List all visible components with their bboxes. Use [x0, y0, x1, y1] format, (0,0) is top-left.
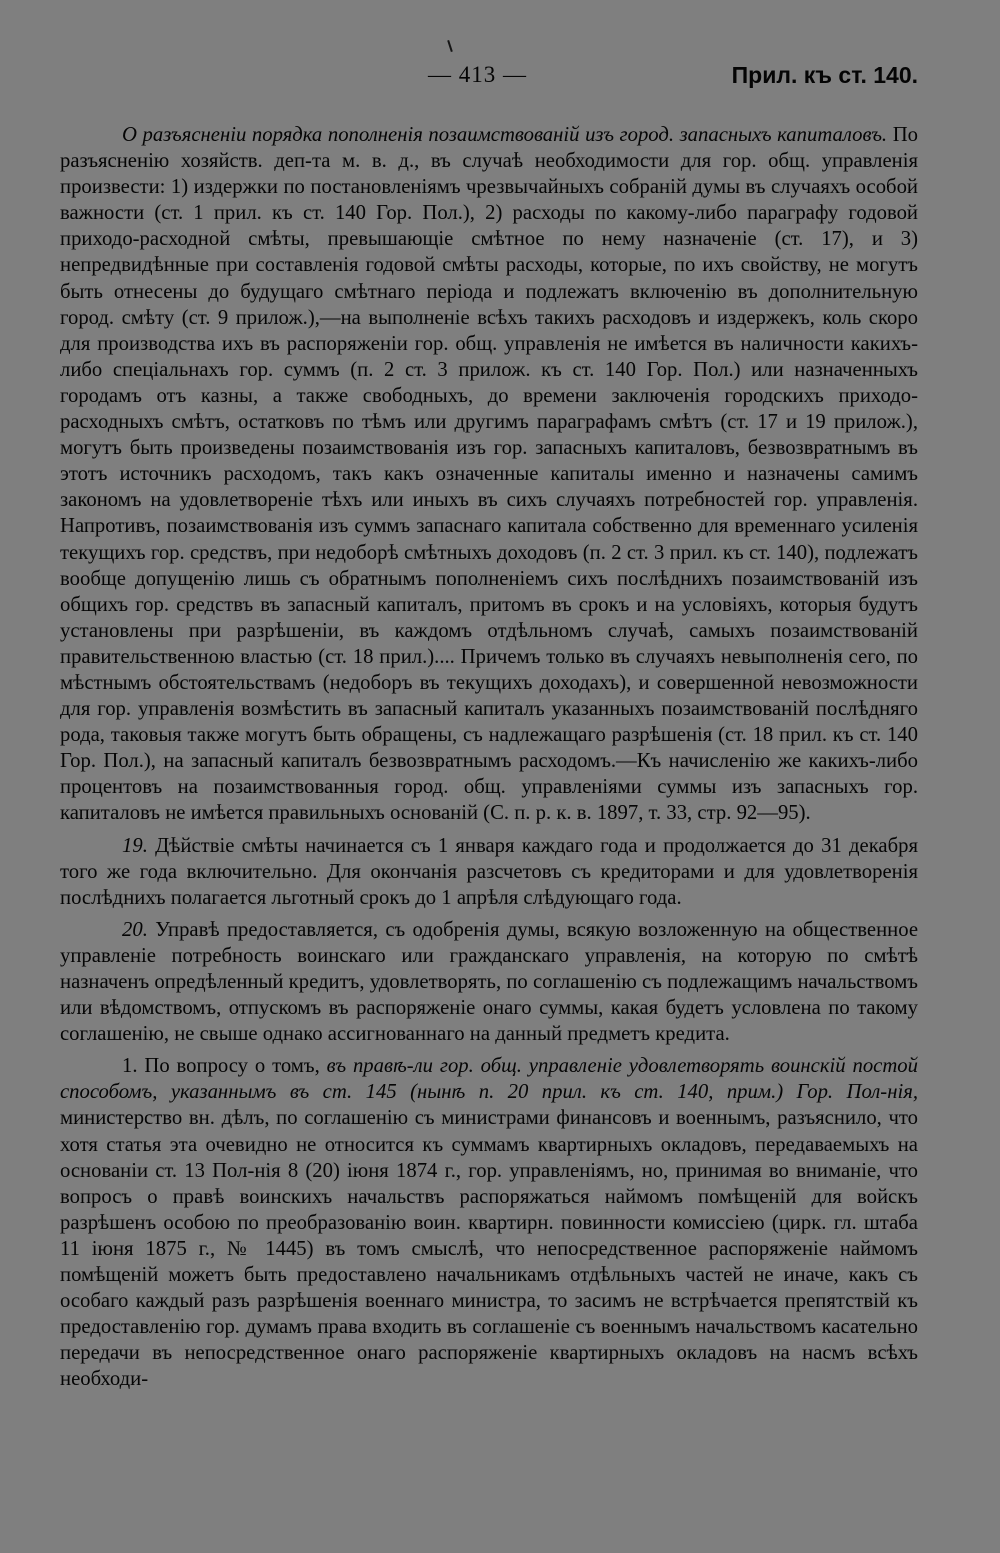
note-start: 1. По вопросу о томъ,	[122, 1055, 327, 1078]
article-text: Управѣ предоставляется, съ одобренія думы, всякую возложенную на общественное управленіе потребность воинскаго или гражданскаго управленія, на которую по смѣтѣ назначенъ опредѣленный кредитъ, удовлетворять, по соглашенію съ подлежащимъ начальствомъ или вѣдомствомъ, отпускомъ въ распоряженіе онаго суммы, какая будетъ условлена по такому соглашенію, не свыше однако ассигнованнаго на данный предметъ кредита.	[60, 918, 918, 1046]
article-19	[60, 833, 918, 911]
note-heading: О разъясненіи порядка пополненія позаимствованій изъ город. запасныхъ капиталовъ.	[122, 124, 888, 146]
article-20	[60, 917, 918, 1047]
paragraph-text: По разъясненію хозяйств. деп-та м. в. д., въ случаѣ необходимости для гор. общ. управленія произвести: 1) издержки по постановленіямъ чрезвычайныхъ собраній думы въ случаяхъ особой важности (ст. 1 прил. къ ст. 140 Гор. Пол.), 2) расходы по какому-либо параграфу годовой приходо-расходной смѣты, превышающіе смѣтное по нему назначеніе (ст. 17), и 3) непредвидѣнные при составленія годовой смѣты расходы, которые, по ихъ свойству, не могутъ быть отнесены до будущаго смѣтнаго періода и подлежатъ включенію въ дополнительную город. смѣту (ст. 9 прилож.),—на выполненіе всѣхъ такихъ расходовъ и издержекъ, коль скоро для производства ихъ въ распоряженіи гор. общ. управленія не имѣется въ наличности какихъ-либо спеціальнахъ гор. суммъ (п. 2 ст. 3 прилож. къ ст. 140 Гор. Пол.) или назначенныхъ городамъ отъ казны, а также свободныхъ, до времени заключенія городскихъ приходо-расходныхъ смѣтъ, остатковъ по тѣмъ или другимъ параграфамъ смѣтъ (ст. 17 и 19 прилож.), могутъ быть произведены позаимствованія изъ гор. запасныхъ капиталовъ, безвозвратнымъ въ этотъ источникъ расходомъ, такъ какъ означенные капиталы именно и назначены самимъ закономъ на удовлетвореніе тѣхъ или иныхъ въ сихъ случаяхъ потребностей гор. управленія. Напротивъ, позаимствованія изъ суммъ запаснаго капитала собственно для временнаго усиленія текущихъ гор. средствъ, при недоборѣ смѣтныхъ доходовъ (п. 2 ст. 3 прил. къ ст. 140), подлежатъ вообще допущенію лишь съ обратнымъ пополненіемъ сихъ послѣднихъ позаимствованій изъ общихъ гор. средствъ въ запасный капиталъ, притомъ въ срокъ и на условіяхъ, которыя будутъ установлены при разрѣшеніи, въ каждомъ отдѣльномъ случаѣ, самыхъ позаимствованій правительственною властью (ст. 18 прил.).... Причемъ только въ случаяхъ невыполненія сего, по мѣстнымъ обстоятельствамъ (недоборъ въ текущихъ доходахъ), и совершенной невозможности для гор. управленія возмѣстить въ запасный капиталъ указанныхъ позаимствованій послѣдняго рода, таковыя также могутъ быть обращены, съ надлежащаго разрѣшенія (ст. 18 прил. къ ст. 140 Гор. Пол.), на запасный капиталъ безвозвратнымъ расходомъ.—Къ начисленію же какихъ-либо процентовъ на позаимствованныя город. общ. управленіями суммы изъ запасныхъ гор. капиталовъ не имѣется правильныхъ основаній (С. п. р. к. в. 1897, т. 33, стр. 92—95).	[60, 124, 918, 825]
article-text: Дѣйствіе смѣты начинается съ 1 января каждаго года и продолжается до 31 декабря того же года включительно. Для окончанія разсчетовъ съ кредиторами и для удовлетворенія послѣднихъ полагается льготный срокъ до 1 апрѣля слѣдующаго года.	[60, 834, 918, 909]
note-text: министерство вн. дѣлъ, по соглашенію съ министрами финансовъ и военнымъ, разъяснило, что хотя статья эта очевидно не относится къ суммамъ квартирныхъ окладовъ, передаваемыхъ на основаніи ст. 13 Пол-нія 8 (20) іюня 1874 г., гор. управленіямъ, но, принимая во вниманіе, что вопросъ о правѣ воинскихъ начальствъ распоряжаться наймомъ помѣщеній для войскъ разрѣшенъ особою по преобразованію воин. квартирн. повинности комиссіею (цирк. гл. штаба 11 іюня 1875 г., № 1445) въ томъ смыслѣ, что непосредственное распоряженіе наймомъ помѣщеній можетъ быть предоставлено начальникамъ отдѣльныхъ частей не иначе, какъ съ особаго каждый разъ разрѣшенія военнаго министра, то засимъ не встрѣчается препятствій къ предоставленію гор. думамъ права входить въ соглашеніе съ военнымъ начальствомъ касательно передачи въ непосредственное онаго распоряженіе квартирныхъ окладовъ на насмъ всѣхъ необходи-	[60, 1107, 918, 1391]
book-page	[60, 58, 918, 1498]
ink-mark-top	[447, 40, 453, 52]
page-number: — 413 —	[428, 62, 527, 87]
note-italic-question: въ правѣ-ли гор. общ. управленіе удовлетворять воинскій постой способомъ, указаннымъ въ ст. 145 (нынѣ п. 20 прил. къ ст. 140, прим.) Гор. Пол-нія,	[60, 1055, 918, 1104]
article-20-note-1	[60, 1053, 918, 1392]
page-header	[60, 58, 918, 102]
article-number: 19.	[122, 834, 148, 857]
paragraph-note-reserve-capital	[60, 122, 918, 827]
page-reference: Прил. къ ст. 140.	[731, 62, 918, 88]
article-number: 20.	[122, 918, 148, 941]
